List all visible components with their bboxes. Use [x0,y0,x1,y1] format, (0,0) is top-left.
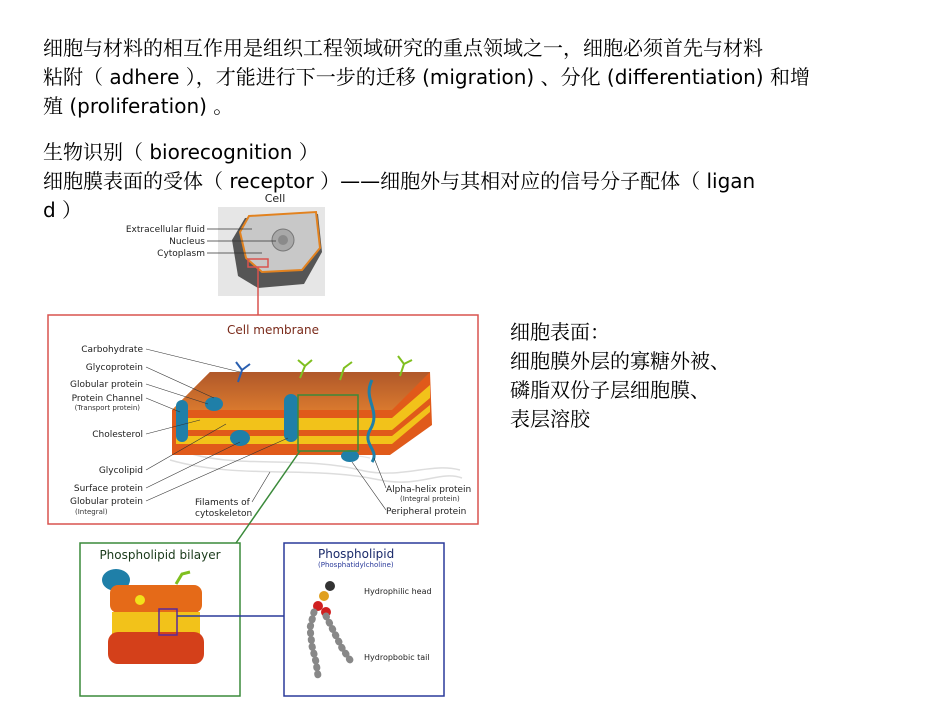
label-glycoprotein: Glycoprotein [85,363,143,373]
phospholipid-subtitle: (Phosphatidylcholine) [318,561,394,569]
biorecognition-line-2: 细胞膜表面的受体（ receptor ）——细胞外与其相对应的信号分子配体（ ligan [43,169,756,193]
label-globular-protein: Globular protein [70,380,143,390]
protein-channel-shape [176,400,188,442]
label-globular-protein-integral: Globular protein [70,497,143,507]
label-integral: (Integral) [75,508,108,516]
bilayer-panel [80,543,284,696]
label-cytoplasm: Cytoplasm [157,249,205,259]
intro-line-1: 细胞与材料的相互作用是组织工程领域研究的重点领域之一，细胞必须首先与材料 [43,36,763,60]
label-alpha-helix-protein: Alpha-helix protein [386,485,472,495]
intro-line-3: 殖 (proliferation) 。 [43,94,234,118]
label-transport-protein: (Transport protein) [74,404,140,412]
phospholipid-atom [325,581,335,591]
bilayer-bottom-heads [108,632,204,664]
phospholipid-title: Phospholipid [318,547,395,561]
membrane-title: Cell membrane [227,323,319,337]
label-cholesterol: Cholesterol [92,430,143,440]
label-glycolipid: Glycolipid [98,466,143,476]
biorecognition-line-1: 生物识别（ biorecognition ） [43,140,319,164]
cell-surface-item-3: 表层溶胶 [510,407,590,431]
phospholipid-panel [284,543,444,696]
label-surface-protein: Surface protein [73,484,143,494]
label-extracellular-fluid: Extracellular fluid [125,225,205,235]
cell-surface-item-2: 磷脂双份子层细胞膜、 [510,378,710,402]
label-protein-channel: Protein Channel [71,394,143,404]
intro-line-2: 粘附（ adhere ），才能进行下一步的迁移 (migration) 、分化 (differentiation) 和增 [43,65,810,89]
cell-title: Cell [264,192,286,205]
label-peripheral-protein: Peripheral protein [386,507,467,517]
phospholipid-atom [319,591,329,601]
membrane-panel [48,315,478,543]
bilayer-cholesterol-shape [135,595,145,605]
label-hydrophilic-head: Hydrophilic head [364,587,432,596]
cell-panel [126,192,325,315]
globular-protein-shape [230,430,250,446]
integral-protein-shape [284,394,298,442]
bilayer-title: Phospholipid bilayer [99,548,221,562]
peripheral-protein-shape [341,450,359,462]
cell-surface-item-1: 细胞膜外层的寡糖外被、 [510,349,730,373]
nucleolus-shape [278,235,288,245]
label-carbohydrate: Carbohydrate [81,345,143,355]
label-hydrophobic-tail: Hydropbobic tail [364,653,430,662]
label-filaments-of: Filaments of [195,498,250,508]
label-cytoskeleton: cytoskeleton [195,509,253,519]
cell-surface-heading: 细胞表面： [510,320,610,344]
label-integral-protein: (Integral protein) [400,495,460,503]
biorecognition-line-3: d ） [43,198,83,222]
bilayer-top-heads [110,585,202,613]
label-nucleus: Nucleus [169,237,205,247]
